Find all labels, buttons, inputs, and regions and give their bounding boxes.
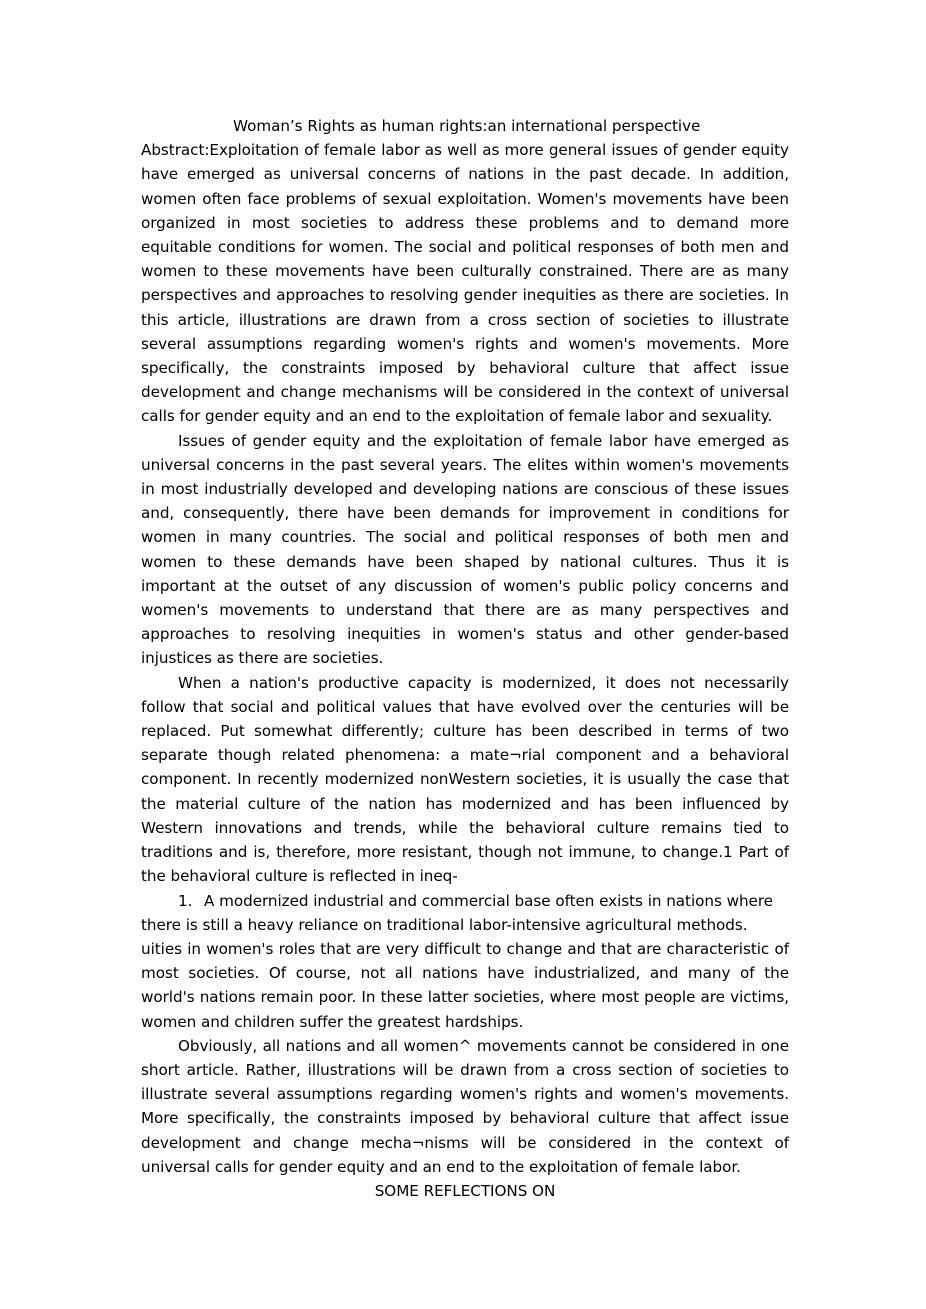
footnote-number: 1.	[178, 891, 193, 910]
document-page	[141, 114, 789, 1203]
body-paragraph-1: Issues of gender equity and the exploitation of female labor have emerged as universal concerns in the past several years. The elites within women's movements in most industrially developed and developing nations are conscious of these issues and, consequently, there have been demands for improvement in conditions for women in many countries. The social and political responses of both men and women to these demands have been shaped by national cultures. Thus it is important at the outset of any discussion of women's public policy concerns and women's movements to understand that there are as many perspectives and approaches to resolving inequities in women's status and other gender-based injustices as there are societies.	[141, 431, 789, 668]
document-title: Woman’s Rights as human rights:an international perspective	[233, 117, 701, 135]
body-paragraph-2: When a nation's productive capacity is modernized, it does not necessarily follow that social and political values that have evolved over the centuries will be replaced. Put somewhat differently; culture has been described in terms of two separate though related phenomena: a mate¬rial component and a behavioral component. In recently modernized nonWestern societies, it is usually the case that the material culture of the nation has modernized and has been influenced by Western innovations and trends, while the behavioral culture remains tied to traditions and is, therefore, more resistant, though not immune, to change.1 Part of the behavioral culture is reflected in ineq-	[141, 673, 789, 886]
footnote-line-2: there is still a heavy reliance on traditional labor-intensive agricultural methods.	[141, 915, 748, 934]
body-paragraph-3: Obviously, all nations and all women^ movements cannot be considered in one short article. Rather, illustrations will be drawn from a cross section of societies to illustrate several assumptions regarding women's rights and women's movements. More specifically, the constraints imposed by behavioral culture that affect issue development and change mecha¬nisms will be considered in the context of universal calls for gender equity and an end to the exploitation of female labor.	[141, 1036, 789, 1176]
footnote-line-1	[141, 889, 789, 913]
footnote-text-1: A modernized industrial and commercial base often exists in nations where	[204, 891, 773, 910]
section-heading: SOME REFLECTIONS ON	[374, 1181, 556, 1200]
body-paragraph-2-continued: uities in women's roles that are very difficult to change and that are characteristic of most societies. Of course, not all nations have industrialized, and many of the world's nations remain poor. In these latter societies, where most people are victims, women and children suffer the greatest hardships.	[141, 939, 789, 1031]
abstract-paragraph: Abstract:Exploitation of female labor as well as more general issues of gender equity have emerged as universal concerns of nations in the past decade. In addition, women often face problems of sexual exploitation. Women's movements have been organized in most societies to address these problems and to demand more equitable conditions for women. The social and political responses of both men and women to these movements have been culturally constrained. There are as many perspectives and approaches to resolving gender inequities as there are societies. In this article, illustrations are drawn from a cross section of societies to illustrate several assumptions regarding women's rights and women's movements. More specifically, the constraints imposed by behavioral culture that affect issue development and change mechanisms will be considered in the context of universal calls for gender equity and an end to the exploitation of female labor and sexuality.	[141, 141, 789, 426]
footnote	[141, 889, 789, 937]
